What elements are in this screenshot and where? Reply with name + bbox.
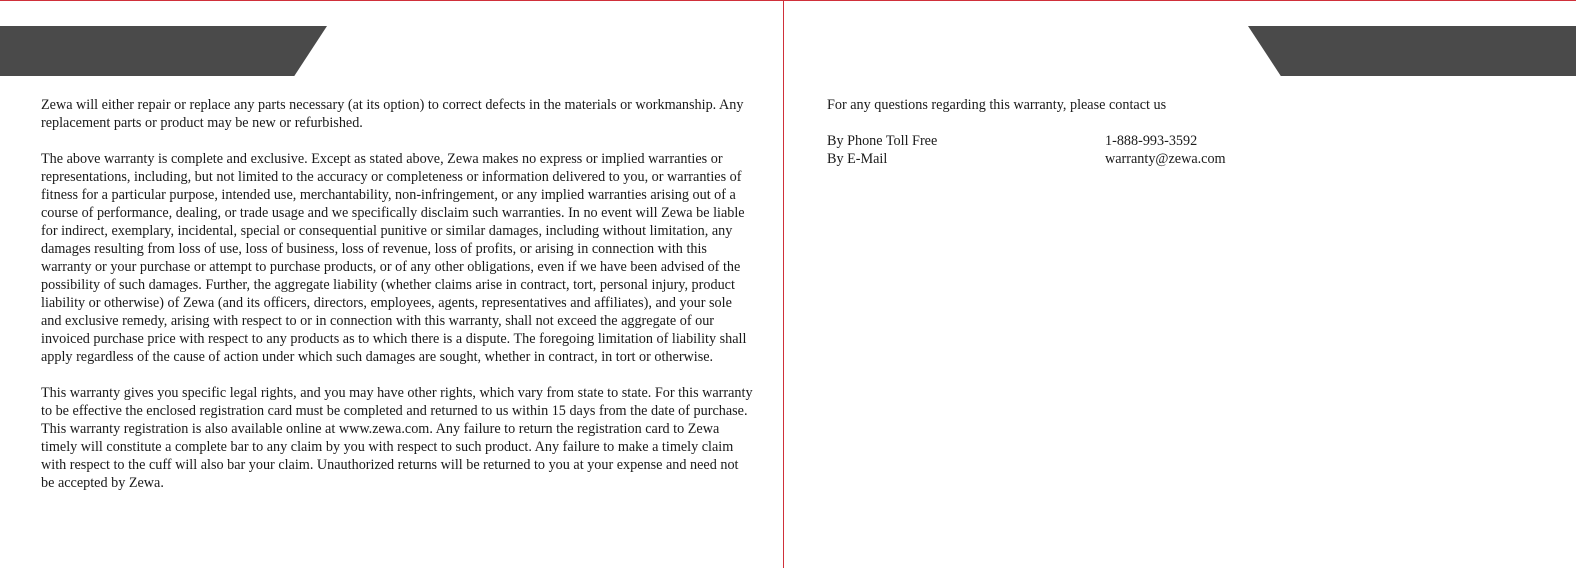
contact-label-email: By E-Mail: [827, 151, 888, 167]
contact-value-phone: 1-888-993-3592: [1105, 133, 1198, 149]
contact-label-phone: By Phone Toll Free: [827, 133, 938, 149]
paragraph-limitation-of-liability: The above warranty is complete and exclusive. Except as stated above, Zewa makes no express or implied warranties or representations, including, but not limited to the accuracy or completeness or information delivered to you, or warranties of fitness for a particular purpose, intended use, merchantability, non-infringement, or any implied warranties arising out of a course of performance, dealing, or trade usage and we specifically disclaim such warranties. In no event will Zewa be liable for indirect, exemplary, incidental, special or consequential punitive or similar damages, including without limitation, any damages resulting from loss of use, loss of business, loss of revenue, loss of profits, or arising in connection with this warranty or your purchase or attempt to purchase products, or of any other obligations, even if we have been advised of the possibility of such damages. Further, the aggregate liability (whether claims arise in contract, tort, personal injury, product liability or otherwise) of Zewa (and its officers, directors, employees, agents, representatives and affiliates), and your sole and exclusive remedy, arising with respect to or in connection with this warranty, shall not exceed the aggregate of our invoiced purchase price with respect to any products as to which there is a dispute. The foregoing limitation of liability shall apply regardless of the cause of action under which such damages are sought, whether in contract, in tort or otherwise.: [41, 151, 747, 365]
paragraph-repair-replace: Zewa will either repair or replace any parts necessary (at its option) to correct defects in the materials or workmanship. Any replacement parts or product may be new or refurbished.: [41, 97, 744, 131]
contact-row-phone: [827, 132, 1527, 150]
right-page: [784, 0, 1576, 568]
contact-intro: For any questions regarding this warranty, please contact us: [827, 97, 1167, 113]
contact-info: [827, 96, 1527, 168]
contact-value-email: warranty@zewa.com: [1105, 151, 1226, 167]
paragraph-legal-rights: This warranty gives you specific legal rights, and you may have other rights, which vary from state to state. For this warranty to be effective the enclosed registration card must be completed and returned to us within 15 days from the date of purchase. This warranty registration is also available online at www.zewa.com. Any failure to return the registration card to Zewa timely will constitute a complete bar to any claim by you with respect to such product. Any failure to make a timely claim with respect to the cuff will also bar your claim. Unauthorized returns will be returned to you at your expense and need not be accepted by Zewa.: [41, 385, 753, 491]
contact-row-email: [827, 150, 1527, 168]
right-header-band: [1248, 26, 1576, 76]
left-page: [0, 0, 784, 568]
left-header-band: [0, 26, 327, 76]
warranty-terms: [41, 96, 753, 510]
